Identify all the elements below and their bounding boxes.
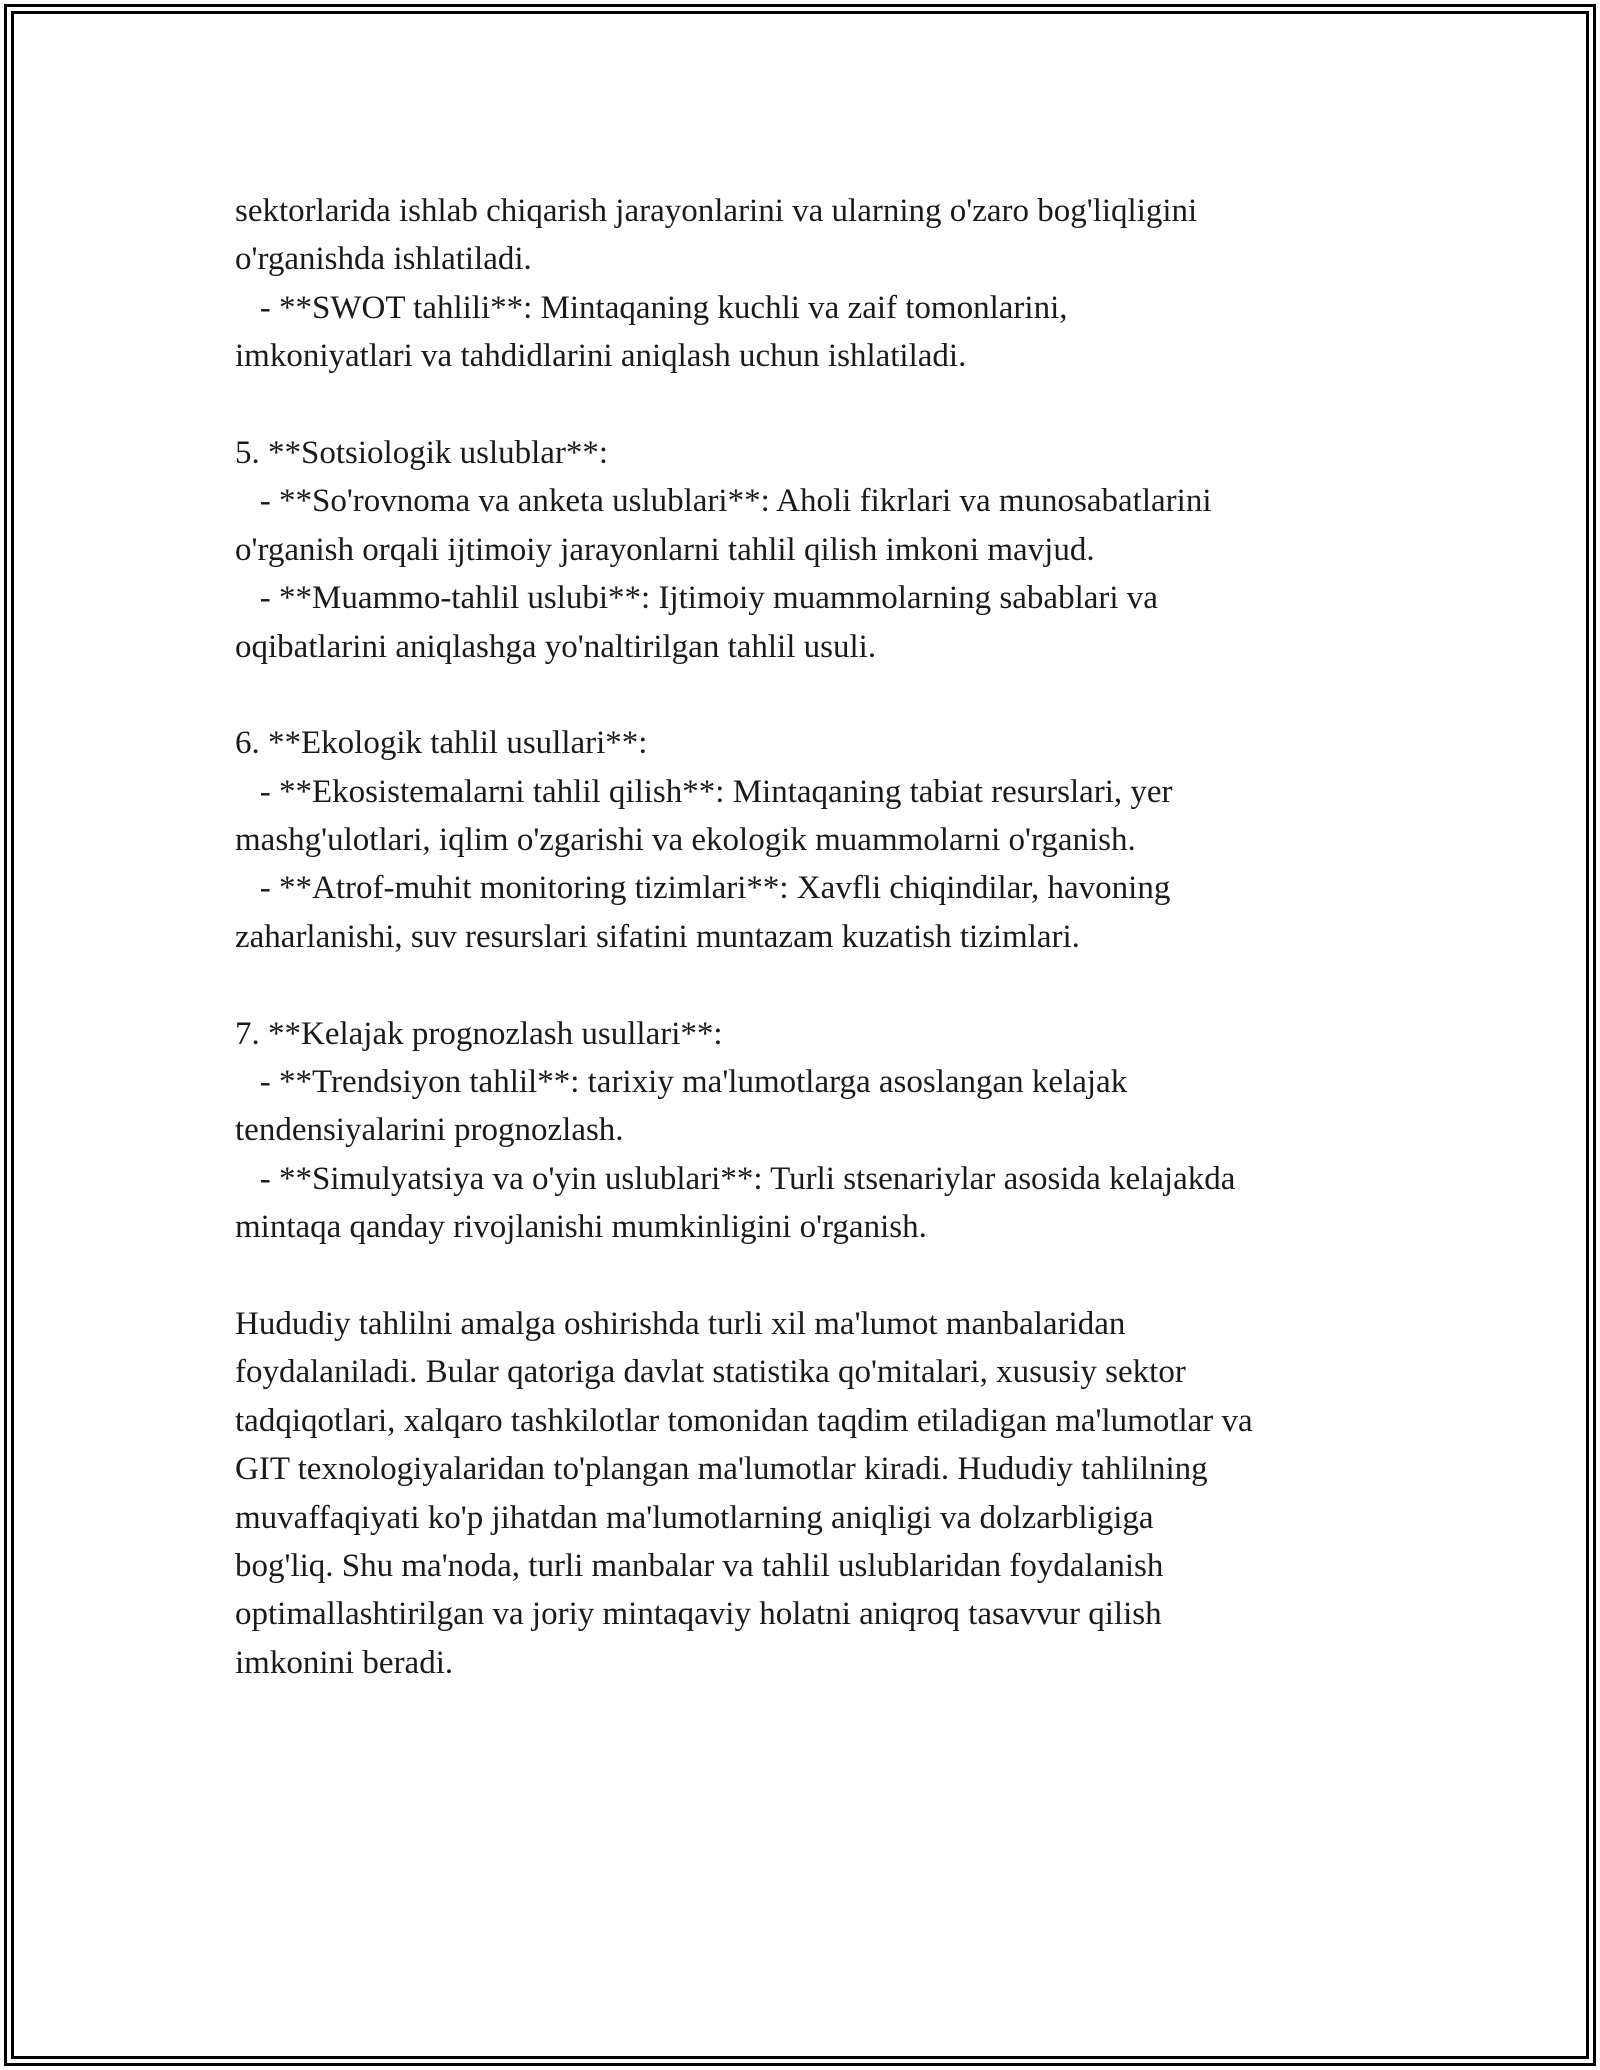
text-line: mashg'ulotlari, iqlim o'zgarishi va ekologik muammolarni o'rganish. xyxy=(235,822,1136,859)
text-line: - **Simulyatsiya va o'yin uslublari**: Turli stsenariylar asosida kelajakda xyxy=(235,1160,1236,1197)
text-line: oqibatlarini aniqlashga yo'naltirilgan tahlil usuli. xyxy=(235,628,877,665)
text-line: - **Atrof-muhit monitoring tizimlari**: Xavfli chiqindilar, havoning xyxy=(235,870,1171,907)
text-line: - **Ekosistemalarni tahlil qilish**: Mintaqaning tabiat resurslari, yer xyxy=(235,773,1173,810)
text-line: sektorlarida ishlab chiqarish jarayonlarini va ularning o'zaro bog'liqligini xyxy=(235,193,1198,229)
text-line: tendensiyalarini prognozlash. xyxy=(235,1112,624,1149)
paragraph-line: Hududiy tahlilni amalga oshirishda turli xil ma'lumot manbalaridan xyxy=(235,1305,1126,1342)
text-line: - **So'rovnoma va anketa uslublari**: Aholi fikrlari va munosabatlarini xyxy=(235,483,1212,520)
blank-line xyxy=(235,1252,1385,1300)
paragraph-line: GIT texnologiyalaridan to'plangan ma'lumotlar kiradi. Hududiy tahlilning xyxy=(235,1451,1208,1488)
document-body xyxy=(235,187,1385,1687)
text-line: o'rganishda ishlatiladi. xyxy=(235,241,532,278)
section-heading: 7. **Kelajak prognozlash usullari**: xyxy=(235,1015,723,1052)
paragraph-line: muvaffaqiyati ko'p jihatdan ma'lumotlarning aniqligi va dolzarbligiga xyxy=(235,1499,1154,1536)
paragraph-line: optimallashtirilgan va joriy mintaqaviy holatni aniqroq tasavvur qilish xyxy=(235,1596,1162,1633)
text-line: o'rganish orqali ijtimoiy jarayonlarni tahlil qilish imkoni mavjud. xyxy=(235,531,1095,568)
paragraph-line: tadqiqotlari, xalqaro tashkilotlar tomonidan taqdim etiladigan ma'lumotlar va xyxy=(235,1402,1253,1439)
section-heading: 5. **Sotsiologik uslublar**: xyxy=(235,434,609,471)
blank-line xyxy=(235,671,1385,719)
text-line: imkoniyatlari va tahdidlarini aniqlash uchun ishlatiladi. xyxy=(235,338,967,375)
paragraph-line: imkonini beradi. xyxy=(235,1644,454,1681)
blank-line xyxy=(235,381,1385,429)
text-line: - **Trendsiyon tahlil**: tarixiy ma'lumotlarga asoslangan kelajak xyxy=(235,1064,1128,1101)
paragraph-line: bog'liq. Shu ma'noda, turli manbalar va tahlil uslublaridan foydalanish xyxy=(235,1547,1164,1584)
text-line: - **Muammo-tahlil uslubi**: Ijtimoiy muammolarning sabablari va xyxy=(235,580,1158,617)
text-line: zaharlanishi, suv resurslari sifatini muntazam kuzatish tizimlari. xyxy=(235,918,1080,955)
blank-line xyxy=(235,961,1385,1009)
section-heading: 6. **Ekologik tahlil usullari**: xyxy=(235,725,648,762)
text-line: - **SWOT tahlili**: Mintaqaning kuchli va zaif tomonlarini, xyxy=(235,289,1068,326)
text-line: mintaqa qanday rivojlanishi mumkinligini o'rganish. xyxy=(235,1209,927,1246)
paragraph-line: foydalaniladi. Bular qatoriga davlat statistika qo'mitalari, xususiy sektor xyxy=(235,1354,1186,1391)
